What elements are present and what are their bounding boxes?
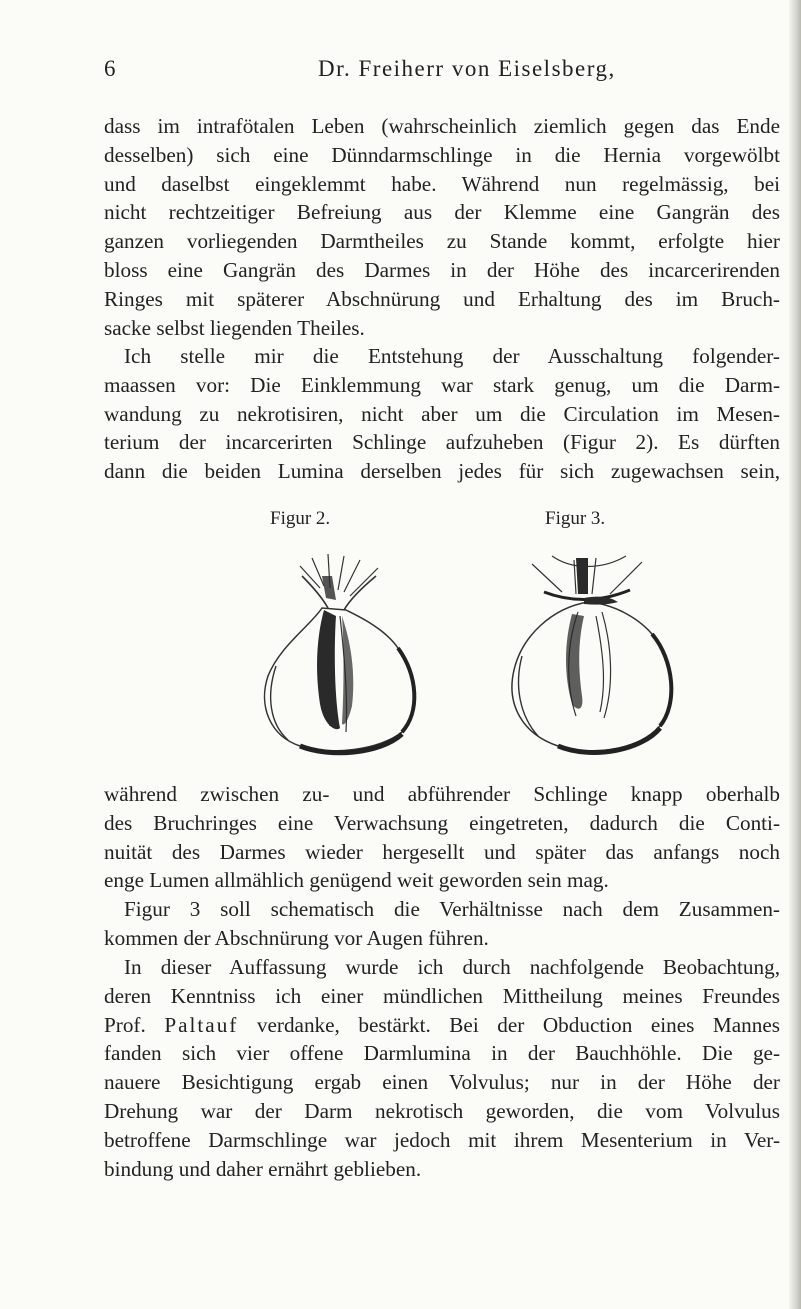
text-line: des Bruchringes eine Verwachsung eingetreten, dadurch die Conti- (104, 810, 780, 835)
text-line: In dieser Auffassung wurde ich durch nachfolgende Beobachtung, (124, 955, 780, 979)
text-line: dann die beiden Lumina derselben jedes für sich zugewachsen sein, (104, 459, 780, 484)
figure-3-illustration (492, 536, 682, 756)
person-name-paltauf: Paltauf (164, 1012, 239, 1037)
text-line: Drehung war der Darm nekrotisch geworden, die vom Volvulus (104, 1098, 780, 1123)
text-line: während zwischen zu- und abführender Schlinge knapp oberhalb (104, 782, 780, 806)
text-line: Ringes mit späterer Abschnürung und Erhaltung des im Bruch- (104, 286, 780, 311)
paragraph-5 (104, 953, 780, 1183)
text-line: bindung und daher ernährt geblieben. (104, 1156, 422, 1181)
text-line: kommen der Abschnürung vor Augen führen. (104, 925, 489, 950)
figure-2-illustration (240, 536, 430, 756)
text-line: Ich stelle mir die Entstehung der Ausschaltung folgender- (124, 344, 780, 368)
paragraph-3 (104, 780, 780, 895)
text-line-with-name (104, 1011, 780, 1040)
text-fragment: Prof. (104, 1012, 146, 1037)
text-fragment: verdanke, bestärkt. Bei der Obduction eines Mannes (256, 1012, 781, 1037)
text-line: deren Kenntniss ich einer mündlichen Mittheilung meines Freundes (104, 983, 780, 1008)
text-line: nuität des Darmes wieder hergesellt und später das anfangs noch (104, 839, 780, 864)
text-line: betroffene Darmschlinge war jedoch mit ihrem Mesenterium in Ver- (104, 1127, 780, 1152)
page-number: 6 (104, 56, 117, 81)
text-line: bloss eine Gangrän des Darmes in der Höhe des incarcerirenden (104, 257, 780, 282)
text-line: maassen vor: Die Einklemmung war stark genug, um die Darm- (104, 372, 780, 397)
text-line: wandung zu nekrotisiren, nicht aber um die Circulation im Mesen- (104, 401, 780, 426)
text-line: dass im intrafötalen Leben (wahrscheinlich ziemlich gegen das Ende (104, 114, 780, 138)
page-header (0, 56, 801, 96)
text-line: fanden sich vier offene Darmlumina in der Bauchhöhle. Die ge- (104, 1041, 780, 1066)
text-line: nicht rechtzeitiger Befreiung aus der Klemme eine Gangrän des (104, 200, 780, 225)
text-line: terium der incarcerirten Schlinge aufzuheben (Figur 2). Es dürften (104, 430, 780, 455)
figure-2-caption: Figur 2. (270, 508, 331, 529)
text-line: und daselbst eingeklemmt habe. Während nun regelmässig, bei (104, 171, 780, 196)
text-line: enge Lumen allmählich genügend weit geworden sein mag. (104, 868, 609, 893)
text-line: nauere Besichtigung ergab einen Volvulus; nur in der Höhe der (104, 1070, 780, 1095)
paragraph-1 (104, 112, 780, 342)
text-line: desselben) sich eine Dünndarmschlinge in die Hernia vorgewölbt (104, 142, 780, 167)
text-line: sacke selbst liegenden Theiles. (104, 315, 365, 340)
figures-block (240, 508, 680, 758)
text-line: ganzen vorliegenden Darmtheiles zu Stande kommt, erfolgte hier (104, 229, 780, 254)
paragraph-2 (104, 342, 780, 486)
paragraph-4 (104, 895, 780, 953)
figure-3-caption: Figur 3. (545, 508, 606, 529)
running-head: Dr. Freiherr von Eiselsberg, (318, 56, 616, 81)
page-edge-shadow (789, 0, 801, 1309)
text-line: Figur 3 soll schematisch die Verhältnisse nach dem Zusammen- (124, 897, 780, 921)
